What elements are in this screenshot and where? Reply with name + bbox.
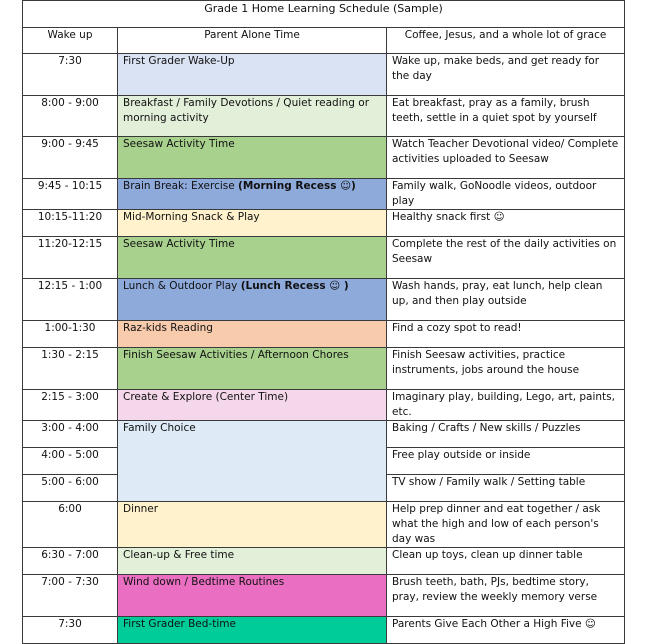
row-activity bbox=[118, 237, 387, 279]
table-row bbox=[23, 137, 625, 179]
row-time: 7:30 bbox=[23, 617, 118, 644]
activity-label: Mid-Morning Snack & Play bbox=[123, 211, 260, 223]
row-description: Parents Give Each Other a High Five ☺ bbox=[387, 617, 625, 644]
row-time: 1:00-1:30 bbox=[23, 321, 118, 348]
activity-label: First Grader Wake-Up bbox=[123, 55, 235, 67]
row-description: Imaginary play, building, Lego, art, paints, etc. bbox=[387, 390, 625, 421]
recess-label: (Lunch Recess ☺ ) bbox=[240, 280, 349, 292]
row-description: Free play outside or inside bbox=[387, 448, 625, 475]
recess-label: (Morning Recess ☺) bbox=[238, 180, 356, 192]
row-time: 5:00 - 6:00 bbox=[23, 475, 118, 502]
row-time: 9:45 - 10:15 bbox=[23, 179, 118, 210]
row-activity bbox=[118, 421, 387, 502]
activity-label: Finish Seesaw Activities / Afternoon Chores bbox=[123, 349, 349, 361]
row-time: 3:00 - 4:00 bbox=[23, 421, 118, 448]
table-row bbox=[23, 502, 625, 548]
row-activity bbox=[118, 279, 387, 321]
row-time: 10:15-11:20 bbox=[23, 210, 118, 237]
table-row bbox=[23, 617, 625, 644]
table-row bbox=[23, 548, 625, 575]
row-description: Eat breakfast, pray as a family, brush teeth, settle in a quiet spot by yourself bbox=[387, 96, 625, 137]
row-activity bbox=[118, 617, 387, 644]
activity-label: Dinner bbox=[123, 503, 159, 515]
row-description: Find a cozy spot to read! bbox=[387, 321, 625, 348]
activity-label: Brain Break: Exercise bbox=[123, 180, 235, 192]
row-description: Complete the rest of the daily activities on Seesaw bbox=[387, 237, 625, 279]
title-row bbox=[23, 1, 625, 28]
row-activity bbox=[118, 321, 387, 348]
row-description: Healthy snack first ☺ bbox=[387, 210, 625, 237]
activity-label: Raz-kids Reading bbox=[123, 322, 213, 334]
row-description: Help prep dinner and eat together / ask what the high and low of each person's day was bbox=[387, 502, 625, 548]
table-row bbox=[23, 210, 625, 237]
row-description: Brush teeth, bath, PJs, bedtime story, pray, review the weekly memory verse bbox=[387, 575, 625, 617]
activity-label: Family Choice bbox=[123, 422, 196, 434]
row-description: Baking / Crafts / New skills / Puzzles bbox=[387, 421, 625, 448]
table-row bbox=[23, 348, 625, 390]
row-time: 6:30 - 7:00 bbox=[23, 548, 118, 575]
table-row bbox=[23, 237, 625, 279]
row-activity bbox=[118, 390, 387, 421]
row-activity bbox=[118, 575, 387, 617]
row-time: 9:00 - 9:45 bbox=[23, 137, 118, 179]
header-description: Coffee, Jesus, and a whole lot of grace bbox=[387, 28, 625, 54]
row-activity bbox=[118, 348, 387, 390]
activity-label: Wind down / Bedtime Routines bbox=[123, 576, 285, 588]
table-row bbox=[23, 575, 625, 617]
row-description: Family walk, GoNoodle videos, outdoor play bbox=[387, 179, 625, 210]
row-time: 2:15 - 3:00 bbox=[23, 390, 118, 421]
table-row bbox=[23, 179, 625, 210]
row-activity bbox=[118, 210, 387, 237]
row-description: Wash hands, pray, eat lunch, help clean up, and then play outside bbox=[387, 279, 625, 321]
activity-label: First Grader Bed-time bbox=[123, 618, 236, 630]
table-row bbox=[23, 321, 625, 348]
row-time: 7:00 - 7:30 bbox=[23, 575, 118, 617]
activity-label: Create & Explore (Center Time) bbox=[123, 391, 289, 403]
row-time: 4:00 - 5:00 bbox=[23, 448, 118, 475]
header-activity: Parent Alone Time bbox=[118, 28, 387, 54]
table-row bbox=[23, 279, 625, 321]
row-description: TV show / Family walk / Setting table bbox=[387, 475, 625, 502]
row-activity bbox=[118, 502, 387, 548]
row-description: Watch Teacher Devotional video/ Complete activities uploaded to Seesaw bbox=[387, 137, 625, 179]
table-row bbox=[23, 96, 625, 137]
header-row bbox=[23, 28, 625, 54]
row-activity bbox=[118, 548, 387, 575]
row-activity bbox=[118, 96, 387, 137]
activity-label: Seesaw Activity Time bbox=[123, 238, 235, 250]
row-time: 12:15 - 1:00 bbox=[23, 279, 118, 321]
row-description: Clean up toys, clean up dinner table bbox=[387, 548, 625, 575]
row-time: 11:20-12:15 bbox=[23, 237, 118, 279]
row-time: 8:00 - 9:00 bbox=[23, 96, 118, 137]
activity-label: Breakfast / Family Devotions / Quiet reading or morning activity bbox=[123, 97, 370, 124]
schedule-table bbox=[22, 0, 625, 644]
row-activity bbox=[118, 54, 387, 96]
header-time: Wake up bbox=[23, 28, 118, 54]
activity-label: Seesaw Activity Time bbox=[123, 138, 235, 150]
table-row bbox=[23, 54, 625, 96]
row-activity bbox=[118, 137, 387, 179]
row-time: 1:30 - 2:15 bbox=[23, 348, 118, 390]
table-row bbox=[23, 390, 625, 421]
activity-label: Clean-up & Free time bbox=[123, 549, 235, 561]
row-description: Wake up, make beds, and get ready for the day bbox=[387, 54, 625, 96]
row-description: Finish Seesaw activities, practice instruments, jobs around the house bbox=[387, 348, 625, 390]
row-time: 7:30 bbox=[23, 54, 118, 96]
schedule-title: Grade 1 Home Learning Schedule (Sample) bbox=[23, 1, 625, 28]
table-row bbox=[23, 421, 625, 448]
row-activity bbox=[118, 179, 387, 210]
schedule-body bbox=[23, 1, 625, 644]
row-time: 6:00 bbox=[23, 502, 118, 548]
activity-label: Lunch & Outdoor Play bbox=[123, 280, 238, 292]
